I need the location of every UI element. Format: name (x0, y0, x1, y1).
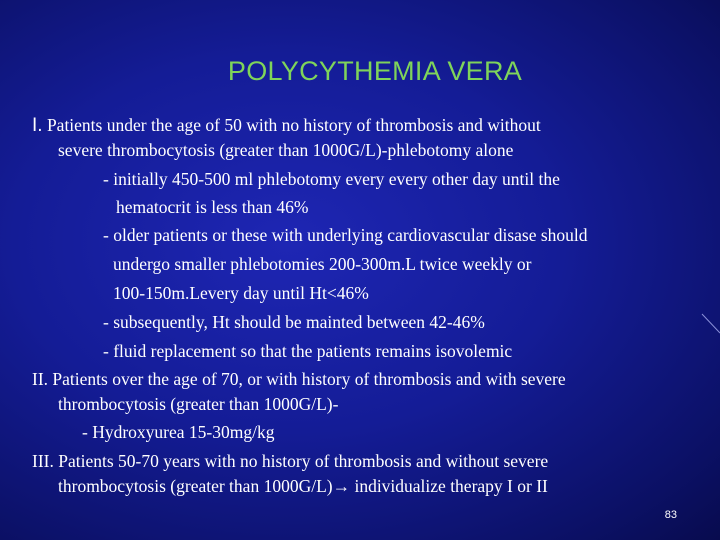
text-line-6: undergo smaller phlebotomies 200-300m.L twice weekly or (113, 254, 532, 274)
text-line-7: 100-150m.Levery day until Ht<46% (113, 283, 369, 303)
text-line-4: hematocrit is less than 46% (116, 197, 309, 217)
text-line-2: severe thrombocytosis (greater than 1000G/L)-phlebotomy alone (58, 140, 514, 160)
text-line-11: thrombocytosis (greater than 1000G/L)- (58, 394, 339, 414)
text-line-1 (32, 115, 541, 136)
text-line-5: - older patients or these with underlying cardiovascular disase should (103, 225, 588, 245)
slide-title: POLYCYTHEMIA VERA (227, 56, 523, 86)
roman-numeral-marker: I. (32, 115, 43, 136)
text-line-14: thrombocytosis (greater than 1000G/L)→ individualize therapy I or II (58, 476, 548, 496)
line-text: Patients under the age of 50 with no history of thrombosis and without (42, 115, 541, 135)
text-line-3: - initially 450-500 ml phlebotomy every every other day until the (103, 169, 560, 189)
text-line-12: - Hydroxyurea 15-30mg/kg (82, 422, 275, 442)
text-line-13: III. Patients 50-70 years with no history of thrombosis and without severe (32, 451, 549, 471)
text-line-10: II. Patients over the age of 70, or with history of thrombosis and with severe (32, 369, 566, 389)
text-line-8: - subsequently, Ht should be mainted between 42-46% (103, 312, 485, 332)
text-line-9: - fluid replacement so that the patients remains isovolemic (103, 341, 513, 361)
page-number: 83 (664, 509, 677, 521)
